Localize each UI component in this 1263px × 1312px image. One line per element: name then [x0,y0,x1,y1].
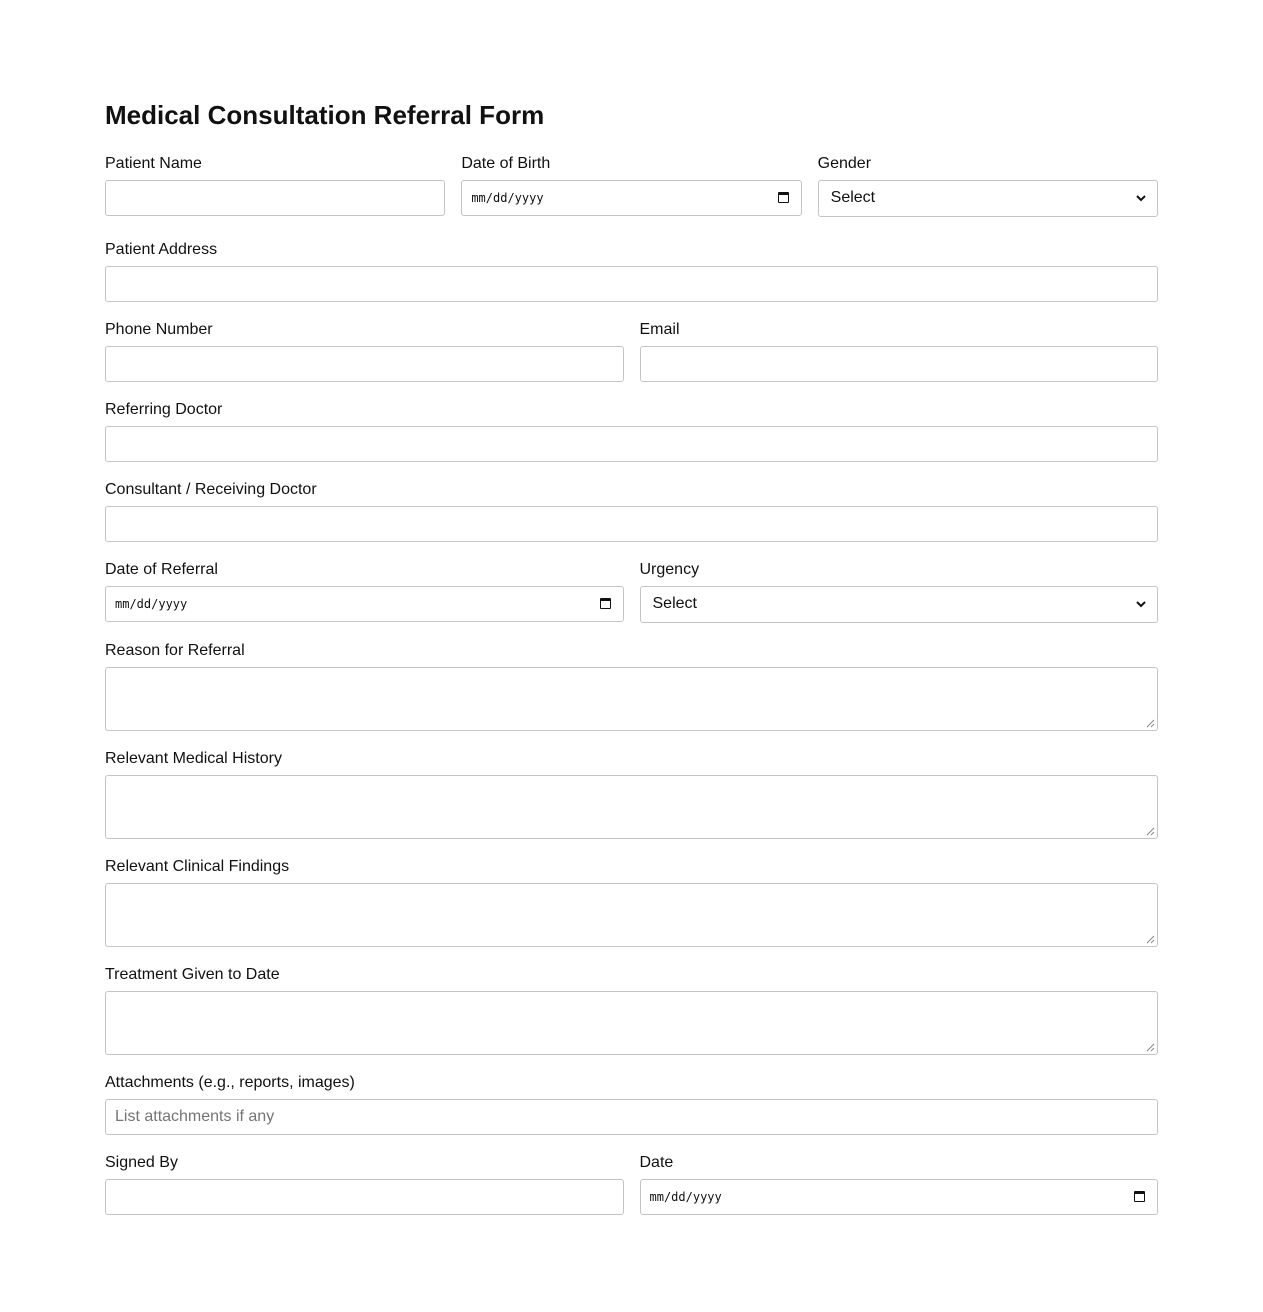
row-referral-date-urgency [105,560,1158,623]
medical-history-label: Relevant Medical History [105,750,282,767]
field-date-of-referral [105,560,624,623]
gender-select[interactable] [818,180,1158,217]
reason-label: Reason for Referral [105,642,245,659]
patient-name-input[interactable] [105,180,445,216]
row-patient-basic [105,154,1158,217]
clinical-findings-textarea[interactable] [105,883,1158,947]
urgency-label: Urgency [639,561,700,578]
field-clinical-findings [105,857,1158,947]
referral-form [105,96,1158,1215]
email-input[interactable] [640,346,1159,382]
signed-by-label: Signed By [105,1154,178,1171]
calendar-icon[interactable] [600,598,611,609]
field-sign-date [640,1153,1159,1215]
date-of-referral-format: mm/dd/yyyy [115,597,188,611]
field-phone-number [105,320,624,382]
gender-selected-value: Select [830,189,876,206]
sign-date-label: Date [639,1154,674,1171]
field-email [640,320,1159,382]
date-of-referral-label: Date of Referral [105,561,218,578]
gender-label: Gender [817,155,872,172]
attachments-label: Attachments (e.g., reports, images) [105,1074,355,1091]
date-of-birth-label: Date of Birth [461,155,551,172]
treatment-textarea[interactable] [105,991,1158,1055]
field-attachments [105,1073,1158,1135]
field-referring-doctor [105,400,1158,462]
field-medical-history [105,749,1158,839]
urgency-select[interactable] [640,586,1159,623]
chevron-down-icon [1135,598,1147,610]
field-treatment [105,965,1158,1055]
signed-by-input[interactable] [105,1179,624,1215]
date-of-referral-input[interactable] [105,586,624,622]
phone-number-label: Phone Number [105,321,213,338]
resize-grip-icon[interactable] [1146,935,1155,944]
consultant-label: Consultant / Receiving Doctor [105,481,317,498]
reason-textarea[interactable] [105,667,1158,731]
field-signed-by [105,1153,624,1215]
treatment-label: Treatment Given to Date [105,966,280,983]
attachments-input[interactable] [105,1099,1158,1135]
email-label: Email [639,321,680,338]
referring-doctor-label: Referring Doctor [105,401,223,418]
urgency-selected-value: Select [652,595,697,612]
row-clinical-findings [105,857,1158,947]
attachments-placeholder: List attachments if any [115,1108,275,1125]
row-treatment [105,965,1158,1055]
field-gender [818,154,1158,217]
resize-grip-icon[interactable] [1146,827,1155,836]
chevron-down-icon [1135,192,1147,204]
row-contact [105,320,1158,382]
field-urgency [640,560,1159,623]
row-medical-history [105,749,1158,839]
field-patient-address [105,240,1158,302]
row-address [105,240,1158,302]
row-consultant [105,480,1158,542]
calendar-icon[interactable] [778,192,789,203]
patient-address-label: Patient Address [105,241,218,258]
calendar-icon[interactable] [1134,1191,1145,1202]
row-signature [105,1153,1158,1215]
date-of-birth-input[interactable] [461,180,801,216]
clinical-findings-label: Relevant Clinical Findings [105,858,290,875]
field-consultant [105,480,1158,542]
sign-date-format: mm/dd/yyyy [649,1190,722,1204]
patient-name-label: Patient Name [105,155,202,172]
phone-number-input[interactable] [105,346,624,382]
medical-history-textarea[interactable] [105,775,1158,839]
patient-address-input[interactable] [105,266,1158,302]
resize-grip-icon[interactable] [1146,719,1155,728]
sign-date-input[interactable] [640,1179,1159,1215]
field-reason [105,641,1158,731]
row-referring-doctor [105,400,1158,462]
referring-doctor-input[interactable] [105,426,1158,462]
field-date-of-birth [461,154,801,217]
row-reason [105,641,1158,731]
consultant-input[interactable] [105,506,1158,542]
page-title: Medical Consultation Referral Form [105,100,545,130]
row-attachments [105,1073,1158,1135]
date-of-birth-format: mm/dd/yyyy [471,191,544,205]
field-patient-name [105,154,445,217]
resize-grip-icon[interactable] [1146,1043,1155,1052]
